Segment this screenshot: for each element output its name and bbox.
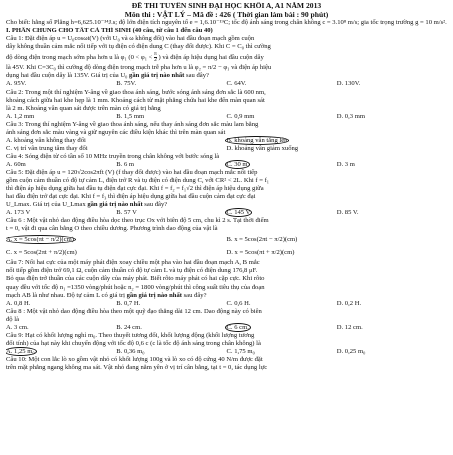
q7-option-a[interactable]: A. 0,8 H. bbox=[6, 299, 31, 307]
q2-option-b[interactable]: B. 1,5 mm bbox=[116, 112, 145, 120]
q9-option-d[interactable]: D. 0,25 m₀ bbox=[336, 347, 366, 355]
q2-option-a[interactable]: A. 1,2 mm bbox=[6, 112, 35, 120]
section-heading: I. PHẦN CHUNG CHO TẤT CẢ THÍ SINH (40 câu, từ câu 1 đến câu 40) bbox=[6, 27, 213, 35]
q7-text: sau đây? bbox=[183, 291, 207, 299]
q1-option-b[interactable]: B. 75V. bbox=[116, 80, 137, 88]
q4-option-c[interactable] bbox=[227, 161, 337, 169]
q3-options-row1 bbox=[6, 137, 447, 145]
q7-line bbox=[6, 292, 447, 300]
q1-line bbox=[6, 72, 447, 80]
q3-option-d[interactable]: D. khoảng vân giảm xuống bbox=[226, 144, 299, 152]
q1-options bbox=[6, 80, 447, 88]
q1-option-a[interactable]: A. 95V. bbox=[6, 80, 27, 88]
q5-option-c[interactable] bbox=[227, 209, 337, 217]
q4-line: Câu 4: Sóng điện từ có tần số 10 MHz truyền trong chân không với bước sóng là bbox=[6, 152, 220, 160]
q5-emphasis: gần giá trị nào nhất bbox=[87, 201, 143, 209]
q1-line bbox=[6, 51, 447, 64]
q9-option-a[interactable] bbox=[6, 348, 116, 356]
q8-option-d[interactable]: D. 12 cm. bbox=[336, 323, 363, 331]
q1-option-d[interactable]: D. 130V. bbox=[336, 80, 361, 88]
q1-text: dụng hai đầu cuộn dây là 135V. Giá trị của U₀ bbox=[6, 72, 128, 80]
q9-option-b[interactable]: B. 0,36 m₀ bbox=[116, 347, 145, 355]
q3-line: Câu 3: Trong thí nghiệm Y-âng về giao thoa ánh sáng, nếu thay ánh sáng đơn sắc màu lam bằng bbox=[6, 120, 259, 128]
q6-line: t = 0, vật đi qua cân bằng O theo chiều dương. Phương trình dao động của vật là bbox=[6, 225, 218, 233]
q2-option-c[interactable]: C. 0,9 mm bbox=[226, 112, 255, 120]
answer-circle: B. khoảng vân tăng lên bbox=[226, 136, 288, 144]
q8-line: độ là bbox=[6, 315, 20, 323]
q4-option-b[interactable]: B. 6 m bbox=[116, 160, 135, 168]
pi-over-2-fraction: $\frac{\pi}{2}$ bbox=[154, 51, 157, 64]
answer-circle: A. 1,25 m₀ bbox=[6, 347, 35, 355]
q7-text: mạch AB là như nhau. Độ tự cảm L có giá trị bbox=[6, 291, 125, 299]
q5-line: Câu 5: Đặt điện áp u = 120√2cos2πft (V) (f thay đổi được) vào hai đầu đoạn mạch mắc nối tiếp bbox=[6, 168, 258, 176]
q5-text: sau đây? bbox=[144, 201, 168, 209]
q2-options bbox=[6, 113, 447, 121]
q1-emphasis: gần giá trị nào nhất bbox=[129, 72, 185, 80]
q9-options bbox=[6, 348, 447, 356]
q7-emphasis: gần giá trị nào nhất bbox=[126, 291, 182, 299]
q1-text: sau đây? bbox=[186, 72, 209, 80]
exam-subtitle: Môn thi : VẬT LÝ – Mã đề : 426 ( Thời gian làm bài : 90 phút) bbox=[124, 9, 329, 19]
answer-circle: C. 30 m bbox=[226, 160, 248, 168]
q2-line: là 2 m. Khoảng vân quan sát được trên màn có giá trị bằng bbox=[6, 104, 161, 112]
q7-option-b[interactable]: B. 0,7 H. bbox=[116, 299, 141, 307]
q10-line: Câu 10: Một con lắc lò xo gồm vật nhỏ có khối lượng 100g và lò xo có độ cứng 40 N/m được đặt bbox=[6, 355, 263, 363]
answer-circle: A. x = 5cos(πt − π/2)(cm) bbox=[6, 236, 74, 244]
q8-option-c[interactable] bbox=[227, 324, 337, 332]
q1-text: độ dòng điện trong mạch sớm pha hơn u là φ₁ (0 < φ₁ < bbox=[6, 54, 153, 62]
q5-line: gồm cuộn cảm thuần có độ tự cảm L, điện trở R và tụ điện có điện dung C, với CR² < 2L. Khi f = f₁ bbox=[6, 177, 270, 185]
q6-line: Câu 6 : Một vật nhỏ dao động điều hòa dọc theo trục Ox với biên độ 5 cm, chu kì 2 s. Tại thời điểm bbox=[6, 217, 269, 225]
q5-option-d[interactable]: D. 85 V. bbox=[336, 209, 359, 217]
q8-option-a[interactable]: A. 3 cm. bbox=[6, 323, 29, 331]
q1-option-c[interactable]: C. 64V. bbox=[226, 80, 247, 88]
q7-option-d[interactable]: D. 0,2 H. bbox=[336, 299, 362, 307]
q6-options-row1 bbox=[6, 233, 447, 246]
q1-line: Câu 1: Đặt điện áp u = U₀cosωt(V) (với U₀ và ω không đổi) vào hai đầu đoạn mạch gồm cuộn bbox=[6, 35, 255, 43]
q10-line: trên mặt phẳng ngang không ma sát. Vật nhỏ đang nằm yên ở vị trí cân bằng, tại t = 0, tác dụng lực bbox=[6, 363, 268, 371]
q3-option-b[interactable] bbox=[227, 137, 448, 145]
q5-option-b[interactable]: B. 57 V bbox=[116, 209, 137, 217]
q7-line: Câu 7: Nối hai cực của một máy phát điện xoay chiều một pha vào hai đầu đoạn mạch A, B mắc bbox=[6, 259, 260, 267]
q8-options bbox=[6, 324, 447, 332]
q8-option-b[interactable]: B. 24 cm. bbox=[116, 323, 142, 331]
q3-option-a[interactable]: A. khoảng vân không thay đổi bbox=[6, 136, 86, 144]
q7-option-c[interactable]: C. 0,6 H. bbox=[226, 299, 251, 307]
q4-option-d[interactable]: D. 3 m bbox=[336, 160, 355, 168]
answer-circle: C. 145 V bbox=[226, 209, 251, 217]
q7-line: Bỏ qua điện trở thuần của các cuộn dây của máy phát. Biết rôto máy phát có hai cặp cực. Khi rôto bbox=[6, 275, 265, 283]
q5-options bbox=[6, 209, 447, 217]
q7-line: nối tiếp gồm điện trở 69,1 Ω, cuộn cảm thuần có độ tự cảm L và tụ điện có điện dung 176,8 μF. bbox=[6, 267, 258, 275]
q1-text: ) và điện áp hiệu dụng hai đầu cuộn dây bbox=[158, 54, 264, 62]
q5-option-a[interactable]: A. 173 V bbox=[6, 209, 31, 217]
q7-line: quay đều với tốc độ n₁ =1350 vòng/phút hoặc n₂ = 1800 vòng/phút thì công suất tiêu thụ của đoạn bbox=[6, 283, 265, 291]
q8-line: Câu 8 : Một vật nhỏ dao động điều hòa theo một quỹ đạo thẳng dài 12 cm. Dao động này có biên bbox=[6, 307, 262, 315]
q9-line: đối tính) của hạt này khi chuyển động với tốc độ 0,6 c (c là tốc độ ánh sáng trong chân không) là bbox=[6, 339, 261, 347]
q2-line: Câu 2: Trong một thí nghiệm Y-âng về giao thoa ánh sáng, bước sóng ánh sáng đơn sắc là 600 nm, bbox=[6, 88, 266, 96]
q3-options-row2 bbox=[6, 145, 447, 153]
q6-options-row2 bbox=[6, 246, 447, 259]
q6-option-d[interactable]: D. x = 5cos(πt + π/2)(cm) bbox=[226, 249, 295, 257]
q9-option-c[interactable]: C. 1,75 m₀ bbox=[226, 347, 255, 355]
exam-title: ĐỀ THI TUYỂN SINH ĐẠI HỌC KHỐI A, A1 NĂM 2013 bbox=[131, 2, 322, 10]
constants-note: Cho biết: hằng số Plăng h=6,625.10⁻³⁴J.s; độ lớn điện tích nguyên tố e = 1,6.10⁻¹⁹C; tốc độ ánh sáng trong chân không c = 3.10⁸ m/s; gia tốc trọng trường g = 10 m/s². bbox=[6, 19, 447, 27]
q1-line: dây không thuần cảm mắc nối tiếp với tụ điện có điện dung C (thay đổi được). Khi C = C₀ thì cường bbox=[6, 43, 271, 51]
q2-line: khoảng cách giữa hai khe hẹp là 1 mm. Khoảng cách từ mặt phẳng chứa hai khe đến màn quan sát bbox=[6, 96, 265, 104]
q5-line bbox=[6, 201, 447, 209]
q5-line: thì điện áp hiệu dụng giữa hai đầu tụ điện đạt cực đại. Khi f = f₂ = f₁√2 thì điện áp hiệu dụng giữa bbox=[6, 185, 264, 193]
q7-options bbox=[6, 300, 447, 308]
q3-option-c[interactable]: C. vị trí vân trung tâm thay đổi bbox=[6, 144, 88, 152]
q5-line: hai đầu điện trở đạt cực đại. Khi f = f₃ thì điện áp hiệu dụng giữa hai đầu cuộn cảm đạt cực đại bbox=[6, 193, 256, 201]
q3-line: ánh sáng đơn sắc màu vàng và giữ nguyên các điều kiện khác thì trên màn quan sát bbox=[6, 128, 226, 136]
q4-option-a[interactable]: A. 60m bbox=[6, 160, 26, 168]
answer-circle: C. 6 cm. bbox=[226, 323, 249, 331]
q1-line: là 45V. Khi C=3C₀ thì cường độ dòng điện trong mạch trễ pha hơn u là φ₂ = π/2 − φ₁ và điện áp hiệu bbox=[6, 64, 272, 72]
q6-option-b[interactable]: B. x = 5cos(2πt − π/2)(cm) bbox=[226, 236, 298, 244]
q5-text: U_Lmax. Giá trị của U_Lmax bbox=[6, 201, 86, 209]
q6-option-a[interactable] bbox=[6, 233, 227, 246]
q4-options bbox=[6, 161, 447, 169]
exam-page bbox=[6, 2, 447, 451]
q2-option-d[interactable]: D. 0,3 mm bbox=[336, 112, 365, 120]
q6-option-c[interactable]: C. x = 5cos(2πt + π/2)(cm) bbox=[6, 249, 77, 257]
q9-line: Câu 9: Hạt có khối lượng nghỉ m₀. Theo thuyết tương đối, khối lượng động (khối lượng tương bbox=[6, 331, 255, 339]
